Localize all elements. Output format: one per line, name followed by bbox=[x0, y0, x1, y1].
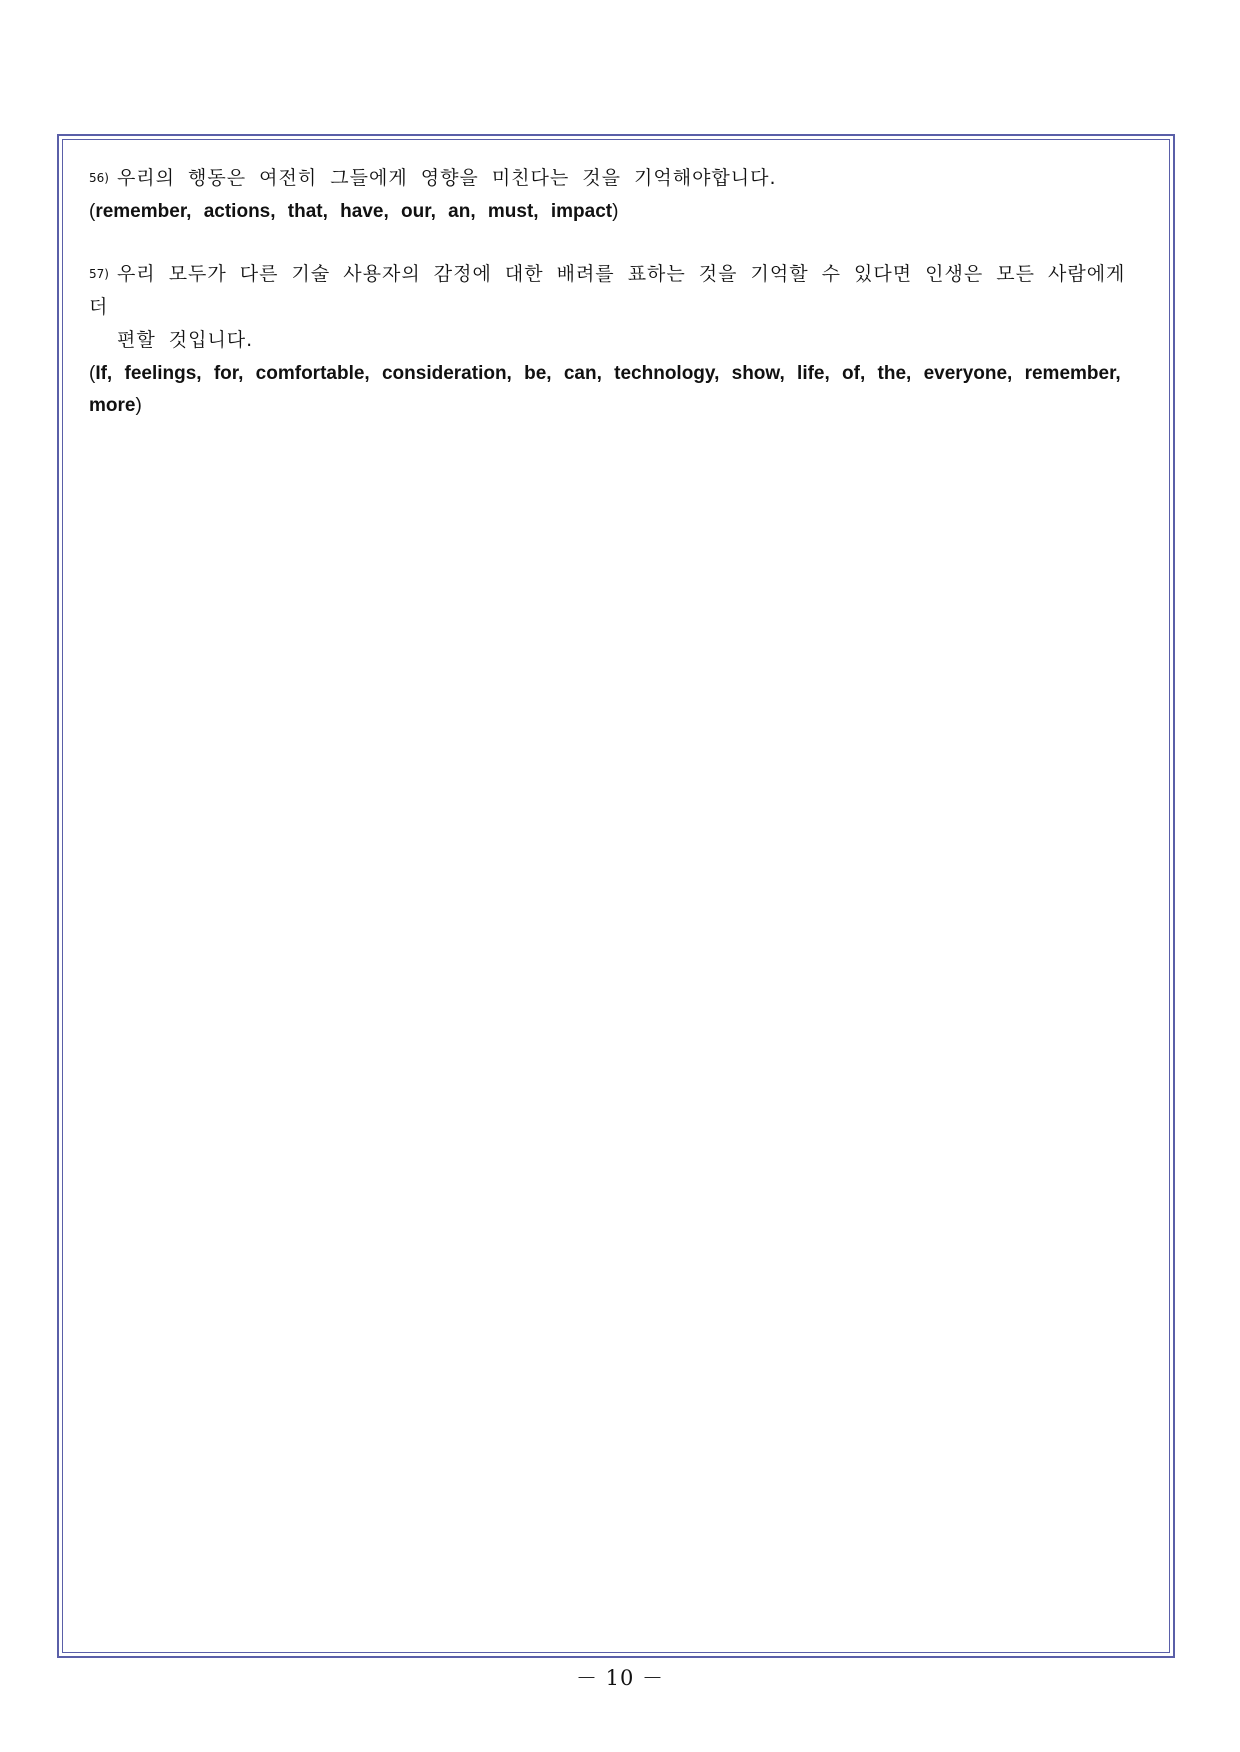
korean-sentence: 우리 모두가 다른 기술 사용자의 감정에 대한 배려를 표하는 것을 기억할 수 있다면 인생은 모든 사람에게 더 bbox=[89, 263, 1126, 318]
page-number: － 10 － bbox=[575, 1666, 665, 1690]
page-frame bbox=[57, 134, 1175, 1658]
question-number: 57) bbox=[89, 267, 109, 281]
question-prompt bbox=[89, 162, 1141, 195]
word-bank-list: If, feelings, for, comfortable, consideration, be, can, technology, show, life, of, the, everyone, remember, more bbox=[89, 363, 1121, 416]
word-bank-list: remember, actions, that, have, our, an, must, impact bbox=[95, 201, 613, 222]
question-list bbox=[89, 162, 1141, 452]
question-prompt bbox=[89, 258, 1141, 324]
word-bank: (If, feelings, for, comfortable, consideration, be, can, technology, show, life, of, the, everyone, remember, more) bbox=[89, 363, 1121, 416]
question-57 bbox=[89, 258, 1141, 422]
question-number: 56) bbox=[89, 171, 109, 185]
word-bank: (remember, actions, that, have, our, an, must, impact) bbox=[89, 201, 619, 222]
question-prompt-continued bbox=[89, 324, 1141, 357]
korean-sentence-continued: 편할 것입니다. bbox=[117, 329, 254, 351]
korean-sentence: 우리의 행동은 여전히 그들에게 영향을 미친다는 것을 기억해야합니다. bbox=[116, 167, 777, 189]
question-56 bbox=[89, 162, 1141, 228]
